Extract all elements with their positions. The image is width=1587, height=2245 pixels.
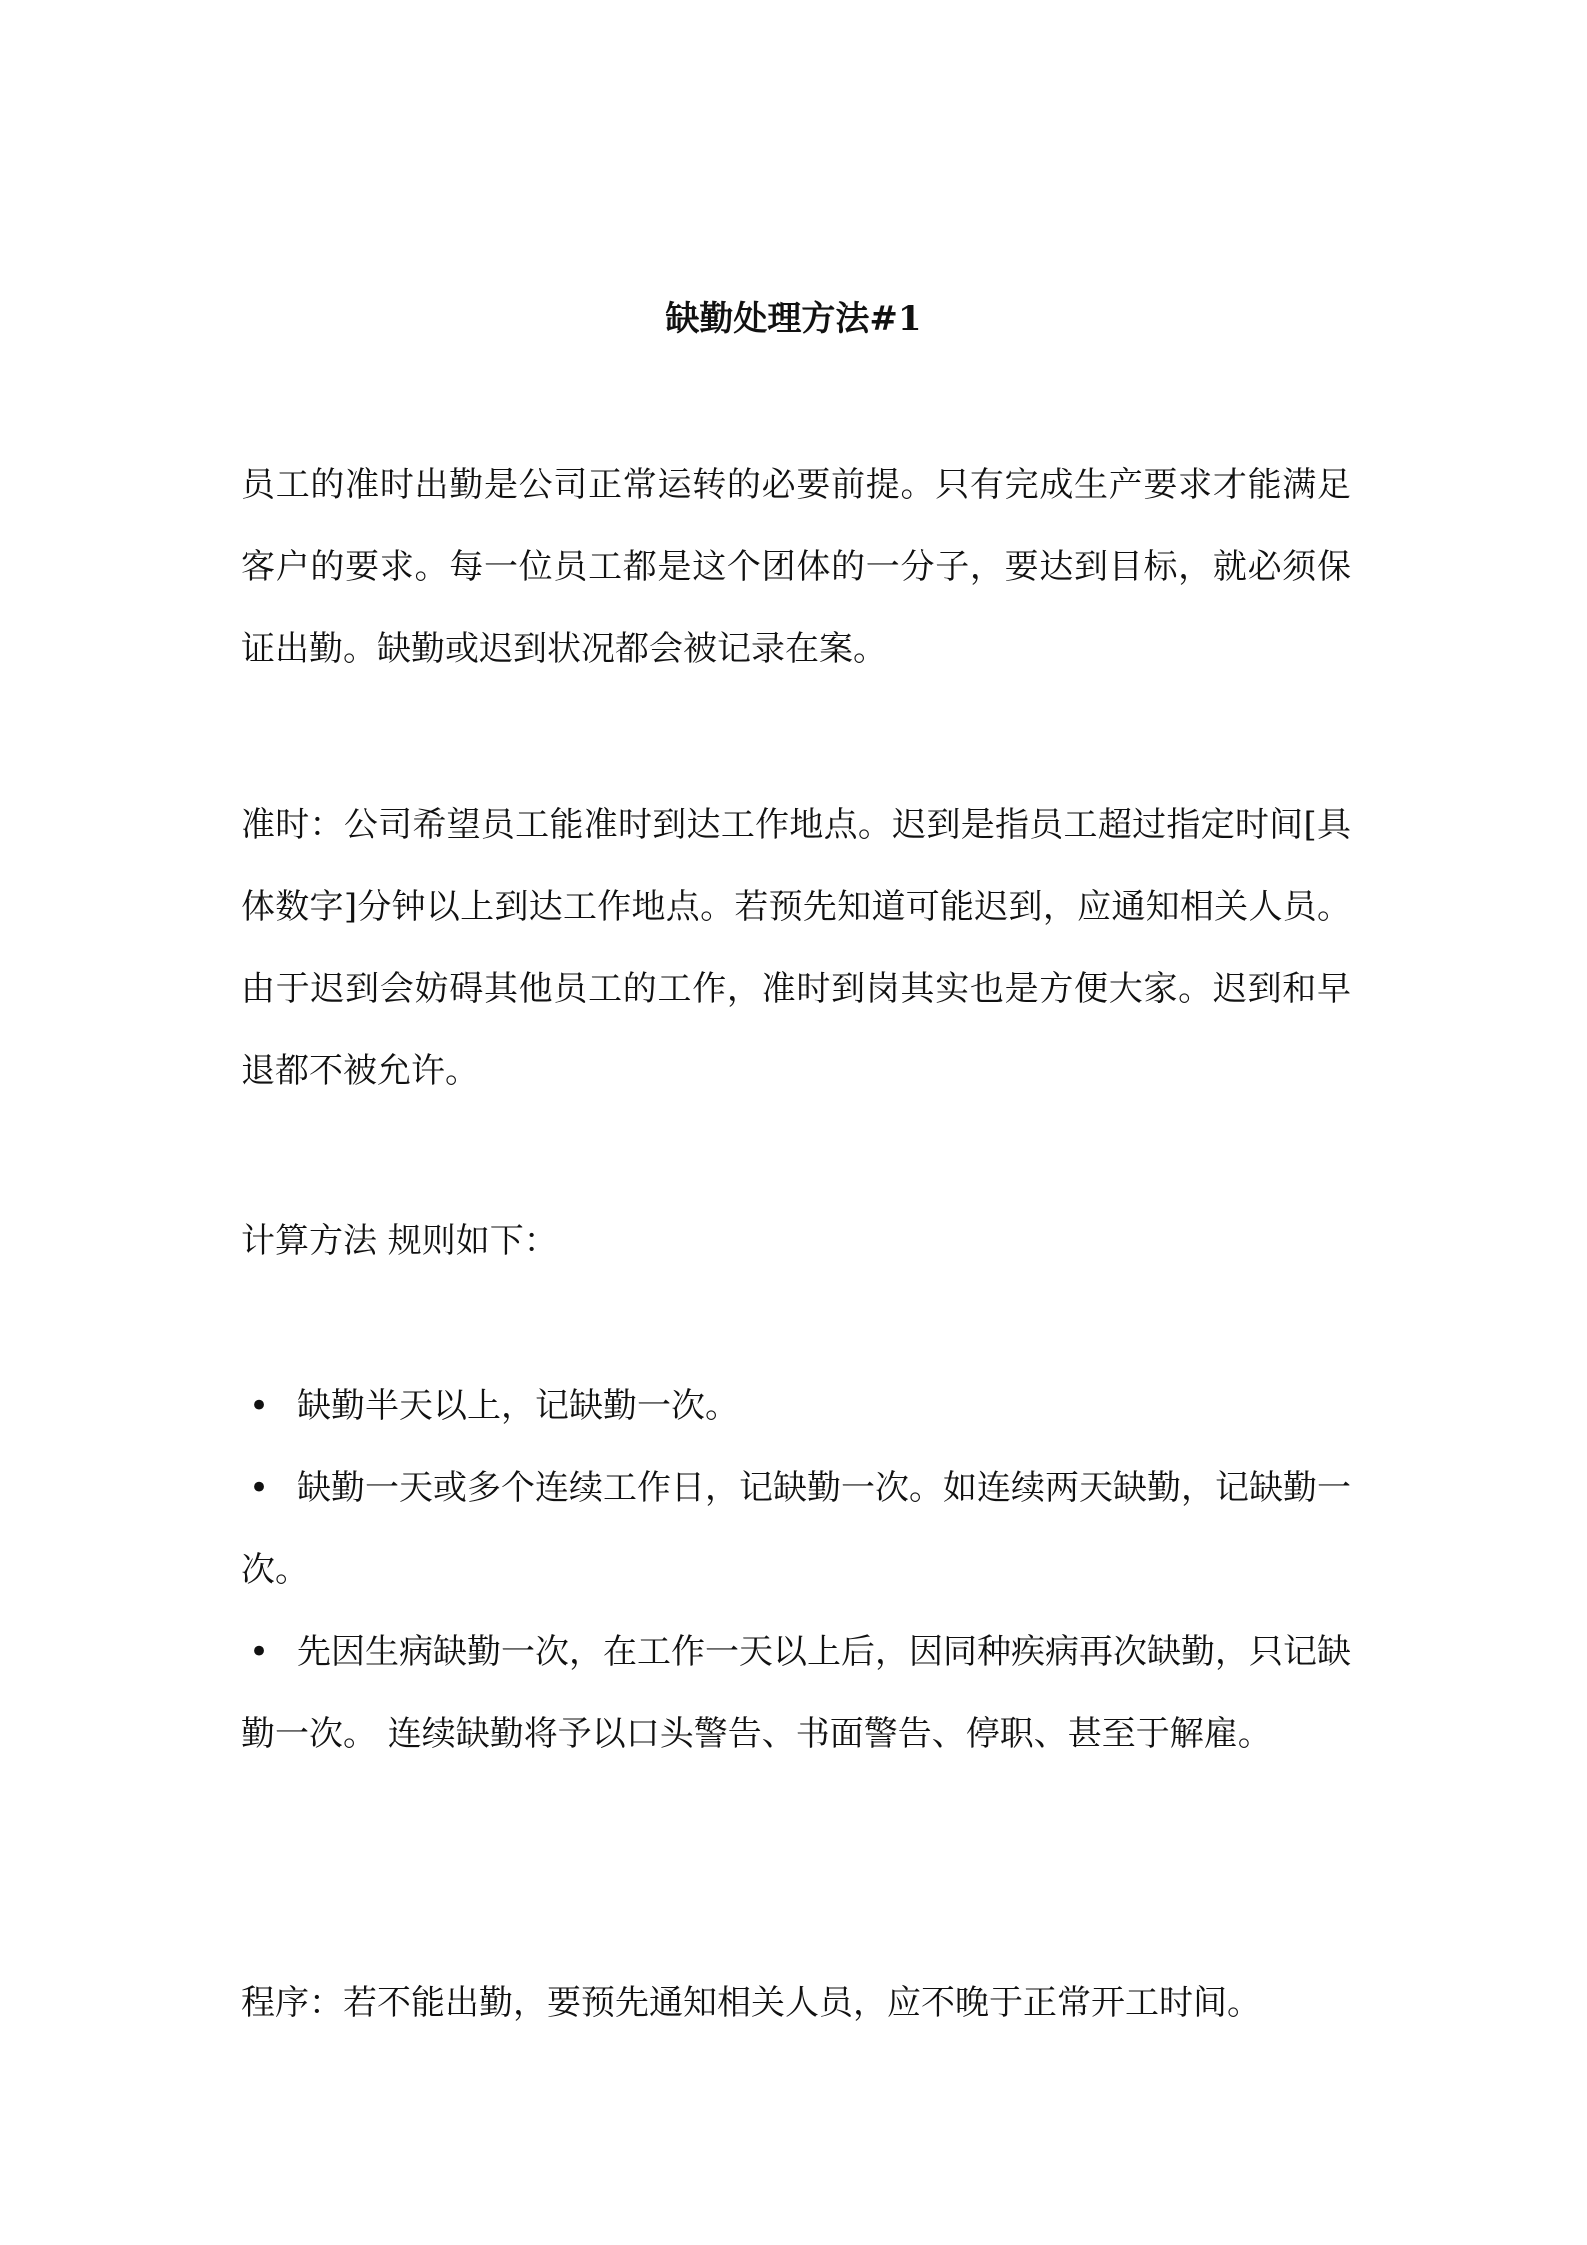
document-title: 缺勤处理方法#1 (665, 299, 922, 339)
bullet-icon: • (249, 1468, 270, 1508)
bullet-icon: • (249, 1386, 270, 1426)
rule-text: 缺勤半天以上，记缺勤一次。 (297, 1386, 739, 1426)
list-item (241, 1611, 1351, 1775)
rule-text: 缺勤一天或多个连续工作日，记缺勤一次。如连续两天缺勤，记缺勤一次。 (241, 1468, 1351, 1590)
intro-paragraph: 员工的准时出勤是公司正常运转的必要前提。只有完成生产要求才能满足客户的要求。每一位员工都是这个团体的一分子，要达到目标，就必须保证出勤。缺勤或迟到状况都会被记录在案。 (241, 465, 1351, 669)
punctuality-paragraph: 准时：公司希望员工能准时到达工作地点。迟到是指员工超过指定时间[具体数字]分钟以上到达工作地点。若预先知道可能迟到，应通知相关人员。由于迟到会妨碍其他员工的工作，准时到岗其实也是方便大家。迟到和早退都不被允许。 (241, 805, 1351, 1091)
bullet-icon: • (249, 1632, 270, 1672)
list-item (241, 1365, 1351, 1447)
rule-text: 先因生病缺勤一次，在工作一天以上后，因同种疾病再次缺勤，只记缺勤一次。 连续缺勤将予以口头警告、书面警告、停职、甚至于解雇。 (241, 1632, 1351, 1754)
list-item (241, 1447, 1351, 1611)
rules-list (241, 1365, 1351, 1775)
procedure-paragraph: 程序：若不能出勤，要预先通知相关人员，应不晚于正常开工时间。 (241, 1983, 1261, 2023)
calculation-heading: 计算方法 规则如下： (241, 1221, 558, 1261)
